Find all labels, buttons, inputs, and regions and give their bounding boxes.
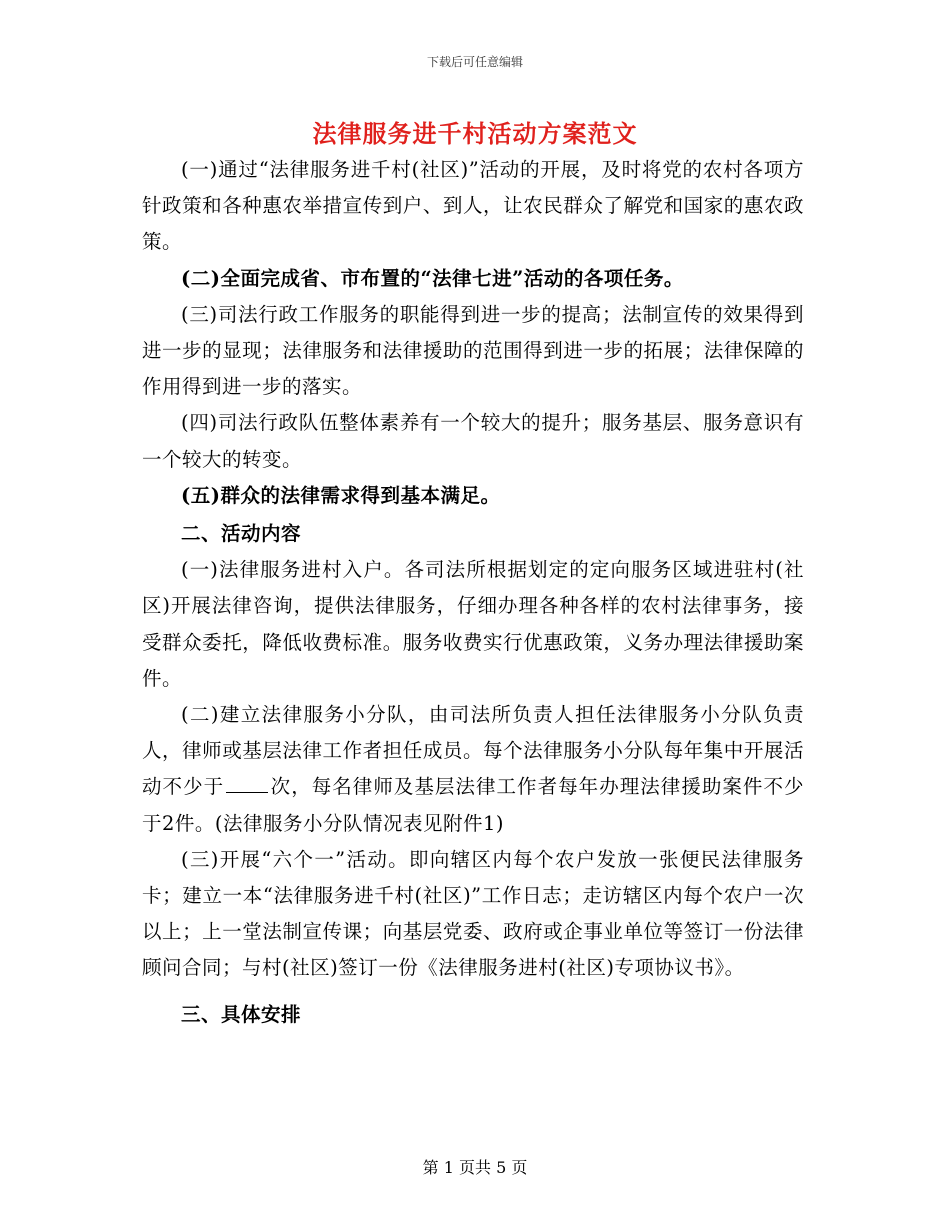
section-heading-specific-arrangement: 三、具体安排 (181, 1002, 302, 1026)
paragraph-content-2 (142, 697, 804, 842)
document-title: 法律服务进千村活动方案范文 (312, 119, 638, 148)
paragraph-content-3: (三)开展“六个一”活动。即向辖区内每个农户发放一张便民法律服务卡；建立一本“法律服务进千村(社区)”工作日志；走访辖区内每个农户一次以上；上一堂法制宣传课；向基层党委、政府或企事业单位等签订一份法律顾问合同；与村(社区)签订一份《法律服务进村(社区)专项协议书》。 (142, 847, 804, 980)
paragraph-goal-1: (一)通过“法律服务进千村(社区)”活动的开展，及时将党的农村各项方针政策和各种惠农举措宣传到户、到人，让农民群众了解党和国家的惠农政策。 (142, 158, 804, 254)
section-heading-activity-content: 二、活动内容 (181, 522, 302, 546)
fill-in-blank (226, 774, 268, 793)
page-footer: 第 1 页共 5 页 (422, 1158, 528, 1177)
paragraph-goal-3: (三)司法行政工作服务的职能得到进一步的提高；法制宣传的效果得到进一步的显现；法律服务和法律援助的范围得到进一步的拓展；法律保障的作用得到进一步的落实。 (142, 302, 804, 399)
paragraph-content-2-part-b: 次，每名律师及基层法律工作者每年办理法律援助案件不少于2件。(法律服务小分队情况表见附件1) (142, 775, 804, 835)
paragraph-goal-4: (四)司法行政队伍整体素养有一个较大的提升；服务基层、服务意识有一个较大的转变。 (142, 411, 804, 471)
paragraph-content-1: (一)法律服务进村入户。各司法所根据划定的定向服务区域进驻村(社区)开展法律咨询，提供法律服务，仔细办理各种各样的农村法律事务，接受群众委托，降低收费标准。服务收费实行优惠政策，义务办理法律援助案件。 (142, 558, 804, 690)
document-body (142, 152, 804, 1033)
paragraph-goal-2: (二)全面完成省、市布置的“法律七进”活动的各项任务。 (181, 266, 684, 290)
paragraph-content-2-part-a: (二)建立法律服务小分队，由司法所负责人担任法律服务小分队负责人，律师或基层法律工作者担任成员。每个法律服务小分队每年集中开展活动不少于 (142, 703, 804, 799)
header-note: 下载后可任意编辑 (426, 55, 523, 69)
paragraph-goal-5: (五)群众的法律需求得到基本满足。 (181, 483, 501, 507)
